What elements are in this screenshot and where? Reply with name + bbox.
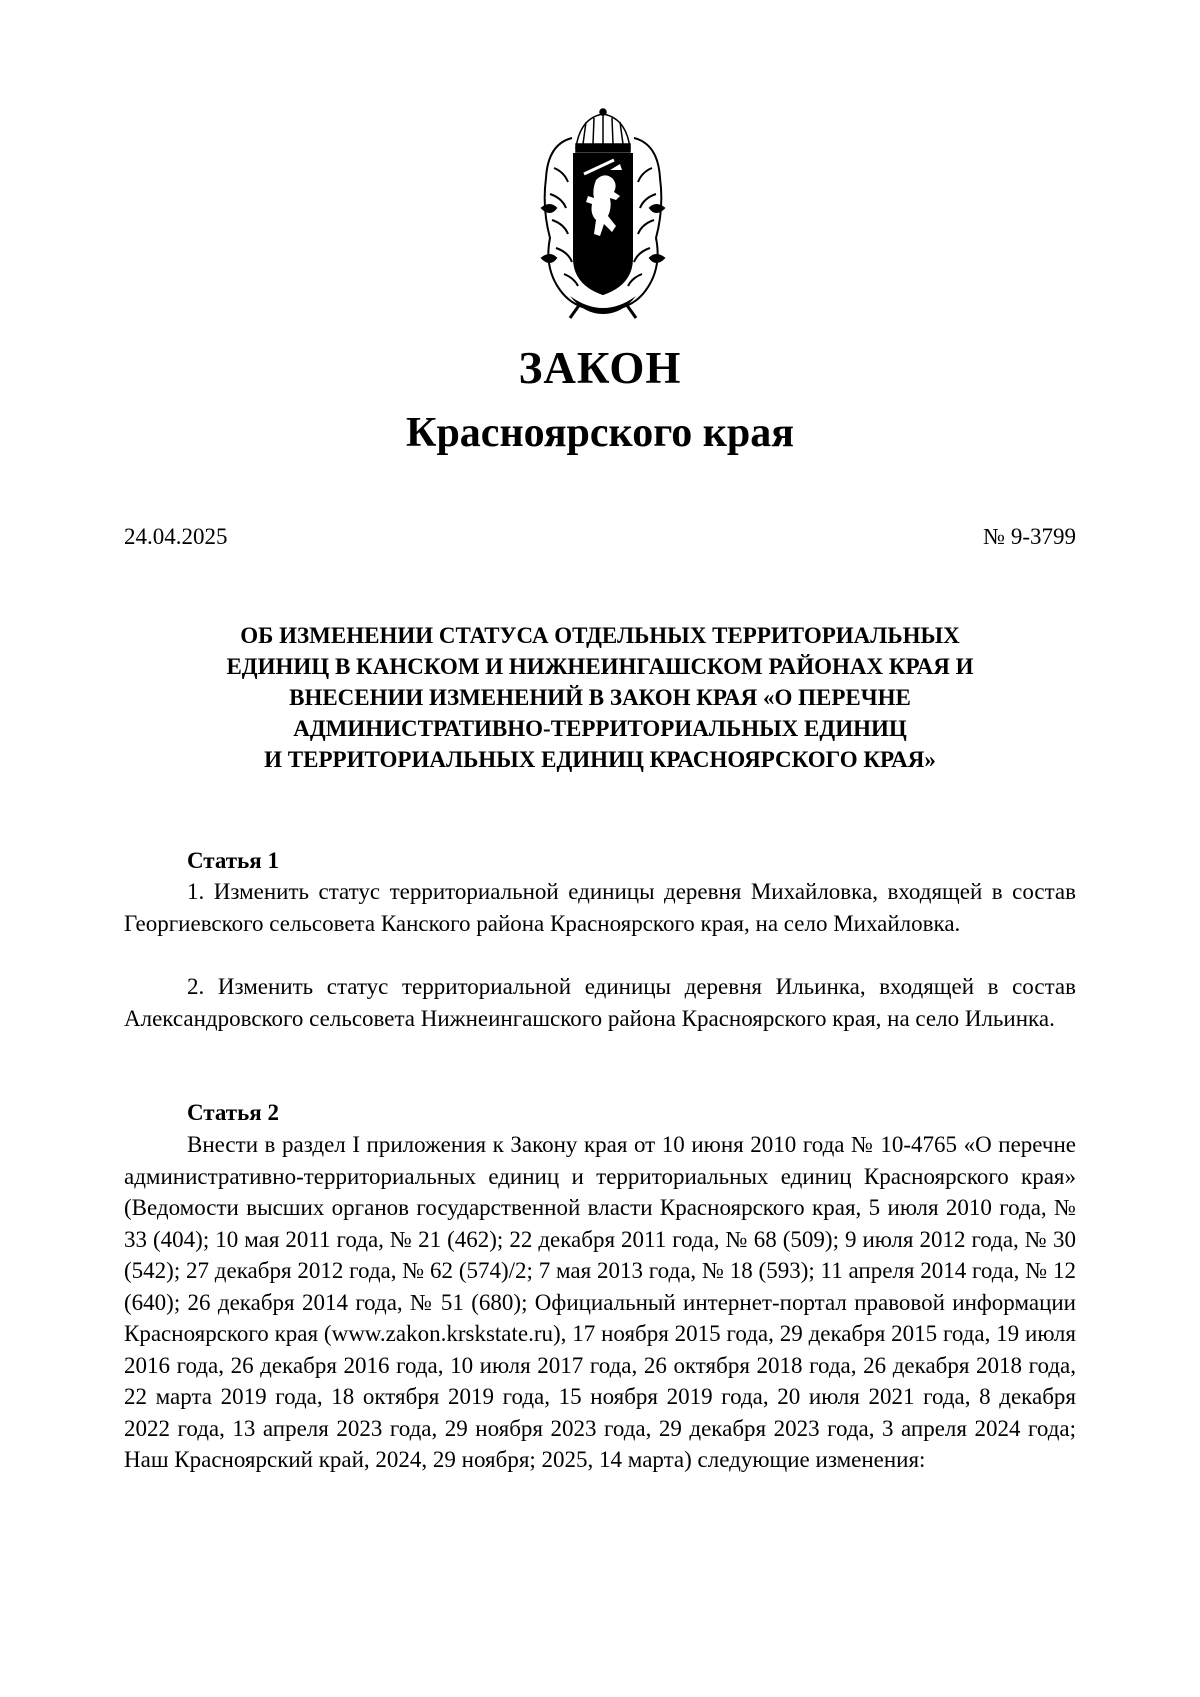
heading-line: И ТЕРРИТОРИАЛЬНЫХ ЕДИНИЦ КРАСНОЯРСКОГО КРАЯ» (264, 747, 936, 772)
heading-line: ЕДИНИЦ В КАНСКОМ И НИЖНЕИНГАШСКОМ РАЙОНАХ КРАЯ И (226, 654, 974, 679)
article-2-paragraph-1: Внести в раздел I приложения к Закону края от 10 июня 2010 года № 10-4765 «О перечне административно-территориальных единиц и территориальных единиц Красноярского края» (Ведомости высших органов государственной власти Красноярского края, 5 июля 2010 года, № 33 (404); 10 мая 2011 года, № 21 (462); 22 декабря 2011 года, № 68 (509); 9 июля 2012 года, № 30 (542); 27 декабря 2012 года, № 62 (574)/2; 7 мая 2013 года, № 18 (593); 11 апреля 2014 года, № 12 (640); 26 декабря 2014 года, № 51 (680); Официальный интернет-портал правовой информации Красноярского края (www.zakon.krskstate.ru), 17 ноября 2015 года, 29 декабря 2015 года, 19 июля 2016 года, 26 декабря 2016 года, 10 июля 2017 года, 26 октября 2018 года, 26 декабря 2018 года, 22 марта 2019 года, 18 октября 2019 года, 15 ноября 2019 года, 20 июля 2021 года, 8 декабря 2022 года, 13 апреля 2023 года, 29 ноября 2023 года, 29 декабря 2023 года, 3 апреля 2024 года; Наш Красноярский край, 2024, 29 ноября; 2025, 14 марта) следующие изменения: (124, 1132, 1076, 1472)
article-1-title: Статья 1 (187, 848, 279, 873)
document-heading (124, 620, 1076, 775)
document-date: 24.04.2025 (124, 524, 228, 549)
heading-line: ВНЕСЕНИИ ИЗМЕНЕНИЙ В ЗАКОН КРАЯ «О ПЕРЕЧНЕ (289, 685, 911, 710)
heading-line: ОБ ИЗМЕНЕНИИ СТАТУСА ОТДЕЛЬНЫХ ТЕРРИТОРИАЛЬНЫХ (240, 623, 960, 648)
article-1-paragraph-1: 1. Изменить статус территориальной единицы деревня Михайловка, входящей в состав Георгиевского сельсовета Канского района Красноярского края, на село Михайловка. (124, 879, 1076, 936)
krasnoyarsk-coat-of-arms-icon (536, 108, 670, 322)
heading-line: АДМИНИСТРАТИВНО-ТЕРРИТОРИАЛЬНЫХ ЕДИНИЦ (293, 716, 907, 741)
law-title: ЗАКОН (518, 343, 682, 393)
document-number: № 9-3799 (983, 524, 1076, 549)
article-1-paragraph-2: 2. Изменить статус территориальной единицы деревня Ильинка, входящей в состав Александровского сельсовета Нижнеингашского района Красноярского края, на село Ильинка. (124, 974, 1076, 1031)
article-2-title: Статья 2 (187, 1100, 279, 1125)
law-subtitle: Красноярского края (405, 410, 795, 456)
